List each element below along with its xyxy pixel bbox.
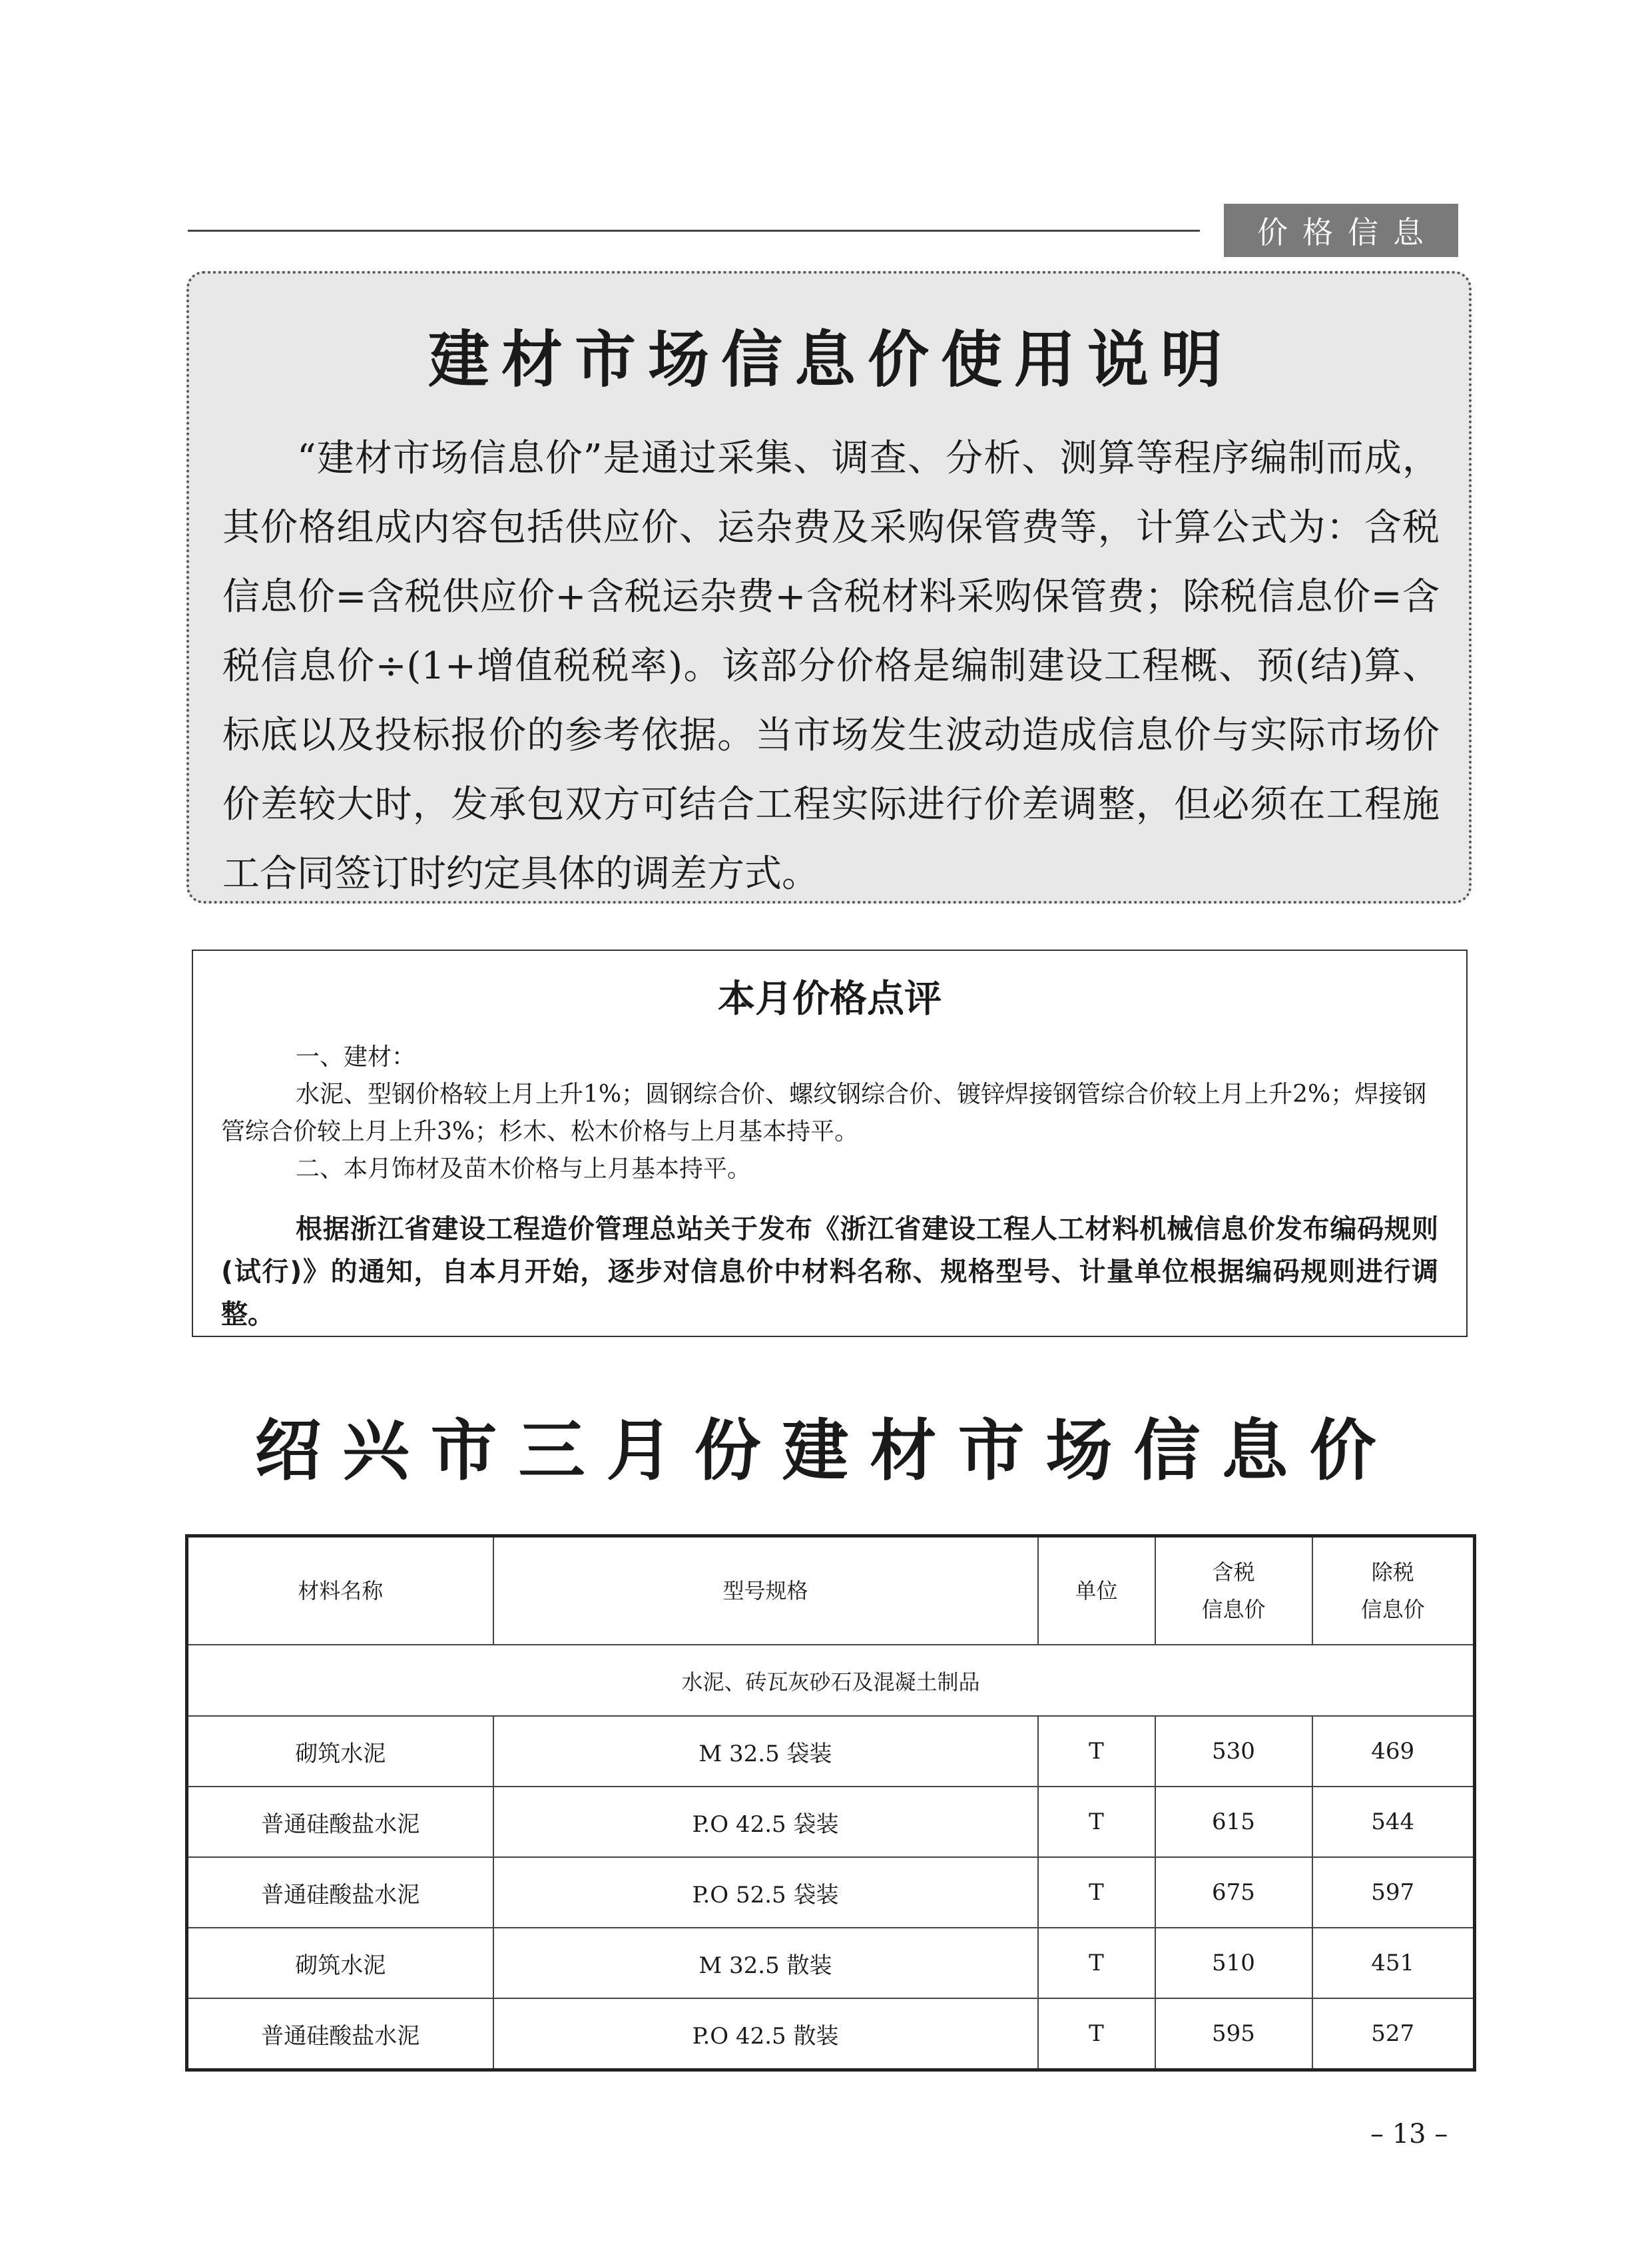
- cell-unit: T: [1038, 1928, 1155, 1998]
- cell-tax-incl: 595: [1155, 1998, 1312, 2070]
- cell-name: 普通硅酸盐水泥: [187, 1787, 493, 1857]
- cell-tax-incl: 510: [1155, 1928, 1312, 1998]
- cell-spec: P.O 52.5 袋装: [493, 1857, 1038, 1928]
- cell-spec: M 32.5 袋装: [493, 1716, 1038, 1787]
- price-table: [185, 1534, 1476, 2072]
- header-tax-incl: [1155, 1536, 1312, 1645]
- header-unit: 单位: [1038, 1536, 1155, 1645]
- cell-tax-excl: 597: [1312, 1857, 1475, 1928]
- category-label: 水泥、砖瓦灰砂石及混凝土制品: [187, 1645, 1475, 1716]
- header-rule: [188, 230, 1200, 232]
- cell-unit: T: [1038, 1787, 1155, 1857]
- table-header-row: [187, 1536, 1475, 1645]
- cell-spec: P.O 42.5 散装: [493, 1998, 1038, 2070]
- table-row: [187, 1787, 1475, 1857]
- cell-unit: T: [1038, 1716, 1155, 1787]
- cell-tax-incl: 530: [1155, 1716, 1312, 1787]
- table-row: [187, 1998, 1475, 2070]
- header-tax-incl-line2: 信息价: [1201, 1597, 1266, 1622]
- cell-name: 普通硅酸盐水泥: [187, 1998, 493, 2070]
- review-title: 本月价格点评: [718, 978, 942, 1021]
- cell-unit: T: [1038, 1998, 1155, 2070]
- intro-paragraph: “建材市场信息价”是通过采集、调查、分析、测算等程序编制而成，其价格组成内容包括供应价、运杂费及采购保管费等，计算公式为：含税信息价=含税供应价+含税运杂费+含税材料采购保管费；除税信息价=含税信息价÷(1+增值税税率)。该部分价格是编制建设工程概、预(结)算、标底以及投标报价的参考依据。当市场发生波动造成信息价与实际市场价价差较大时，发承包双方可结合工程实际进行价差调整，但必须在工程施工合同签订时约定具体的调差方式。: [222, 437, 1440, 896]
- cell-spec: M 32.5 散装: [493, 1928, 1038, 1998]
- cell-tax-excl: 544: [1312, 1787, 1475, 1857]
- header-tax-excl: [1312, 1536, 1475, 1645]
- cell-spec: P.O 42.5 袋装: [493, 1787, 1038, 1857]
- main-title: 绍兴市三月份建材市场信息价: [254, 1412, 1398, 1490]
- header-tax-excl-line1: 除税: [1371, 1559, 1414, 1585]
- section-tag: 价格信息: [1224, 204, 1458, 257]
- cell-unit: T: [1038, 1857, 1155, 1928]
- table-row: [187, 1928, 1475, 1998]
- header-tax-incl-line1: 含税: [1212, 1559, 1255, 1585]
- category-row: [187, 1645, 1475, 1716]
- header-name: 材料名称: [187, 1536, 493, 1645]
- cell-tax-excl: 451: [1312, 1928, 1475, 1998]
- review-item1-heading: 一、建材：: [296, 1043, 416, 1071]
- page-number: – 13 –: [1370, 2119, 1448, 2149]
- intro-box: [186, 271, 1472, 904]
- cell-tax-incl: 675: [1155, 1857, 1312, 1928]
- cell-name: 普通硅酸盐水泥: [187, 1857, 493, 1928]
- header-spec: 型号规格: [493, 1536, 1038, 1645]
- review-item2-text: 二、本月饰材及苗木价格与上月基本持平。: [296, 1155, 752, 1183]
- cell-name: 砌筑水泥: [187, 1716, 493, 1787]
- table-row: [187, 1716, 1475, 1787]
- price-review-box: [192, 950, 1468, 1337]
- cell-tax-incl: 615: [1155, 1787, 1312, 1857]
- intro-title: 建材市场信息价使用说明: [427, 324, 1234, 396]
- cell-tax-excl: 469: [1312, 1716, 1475, 1787]
- review-notice: 根据浙江省建设工程造价管理总站关于发布《浙江省建设工程人工材料机械信息价发布编码规则(试行)》的通知，自本月开始，逐步对信息价中材料名称、规格型号、计量单位根据编码规则进行调整。: [221, 1214, 1438, 1330]
- header-tax-excl-line2: 信息价: [1360, 1597, 1425, 1622]
- cell-name: 砌筑水泥: [187, 1928, 493, 1998]
- table-row: [187, 1857, 1475, 1928]
- review-item1-text: 水泥、型钢价格较上月上升1%；圆钢综合价、螺纹钢综合价、镀锌焊接钢管综合价较上月上升2%；焊接钢管综合价较上月上升3%；杉木、松木价格与上月基本持平。: [221, 1081, 1427, 1145]
- cell-tax-excl: 527: [1312, 1998, 1475, 2070]
